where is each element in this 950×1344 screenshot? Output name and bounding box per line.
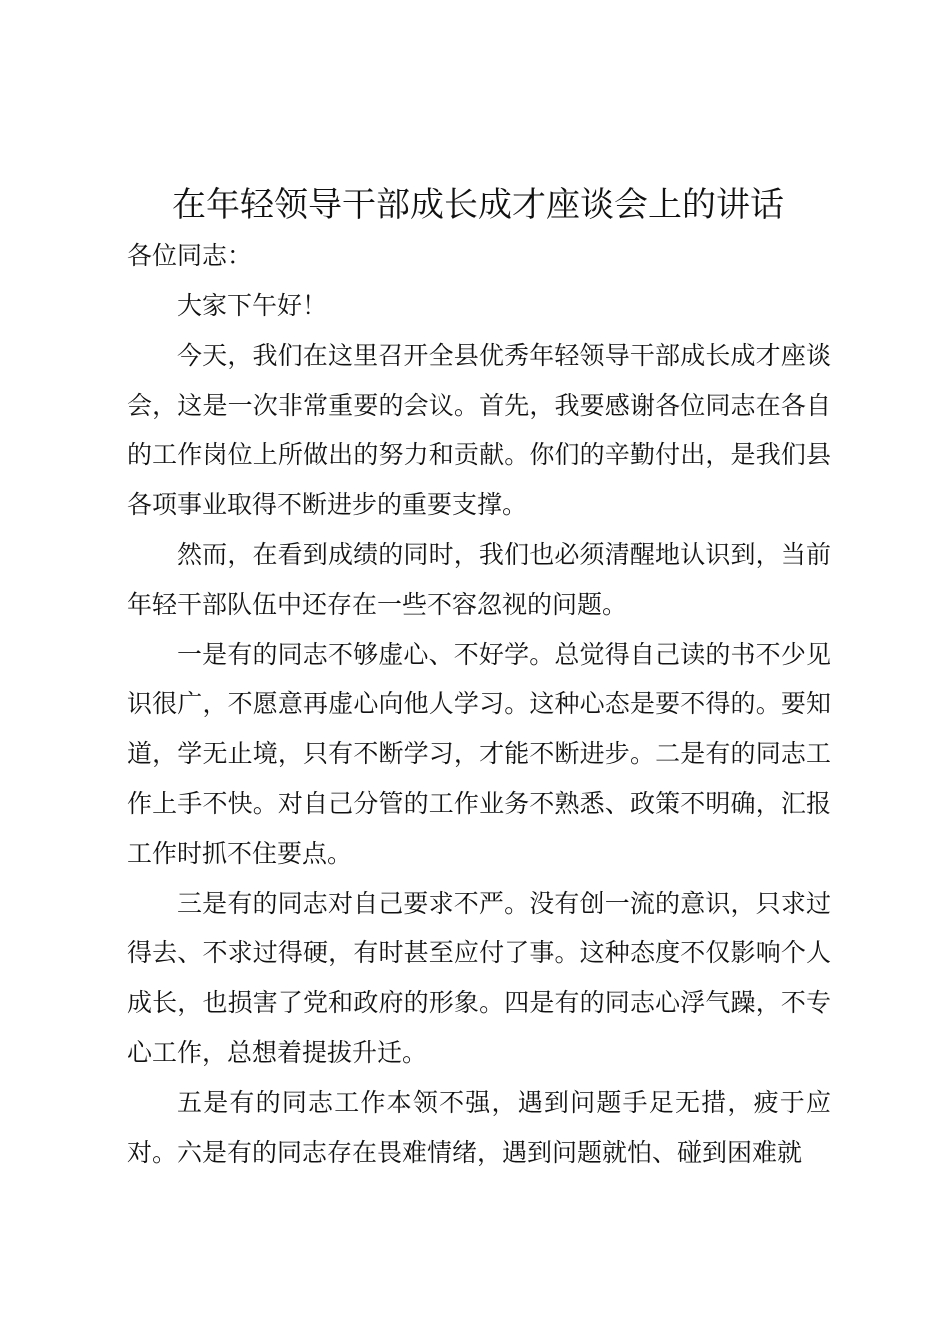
paragraph: 三是有的同志对自己要求不严。没有创一流的意识，只求过得去、不求过得硬，有时甚至应付了事。这种态度不仅影响个人成长，也损害了党和政府的形象。四是有的同志心浮气躁，不专心工作，总想着提拔升迁。: [127, 888, 831, 1067]
paragraph: 一是有的同志不够虚心、不好学。总觉得自己读的书不少见识很广，不愿意再虚心向他人学习。这种心态是要不得的。要知道，学无止境，只有不断学习，才能不断进步。二是有的同志工作上手不快。对自己分管的工作业务不熟悉、政策不明确，汇报工作时抓不住要点。: [127, 639, 831, 868]
paragraph: 五是有的同志工作本领不强，遇到问题手足无措，疲于应对。六是有的同志存在畏难情绪，遇到问题就怕、碰到困难就: [127, 1087, 831, 1167]
document-body: [127, 281, 831, 1177]
paragraph: 大家下午好！: [177, 291, 328, 320]
document-title: 在年轻领导干部成长成才座谈会上的讲话: [172, 185, 784, 225]
salutation: 各位同志：: [127, 241, 253, 270]
paragraph: 今天，我们在这里召开全县优秀年轻领导干部成长成才座谈会，这是一次非常重要的会议。首先，我要感谢各位同志在各自的工作岗位上所做出的努力和贡献。你们的辛勤付出，是我们县各项事业取得不断进步的重要支撑。: [127, 340, 831, 520]
paragraph: 然而，在看到成绩的同时，我们也必须清醒地认识到，当前年轻干部队伍中还存在一些不容忽视的问题。: [127, 539, 831, 619]
